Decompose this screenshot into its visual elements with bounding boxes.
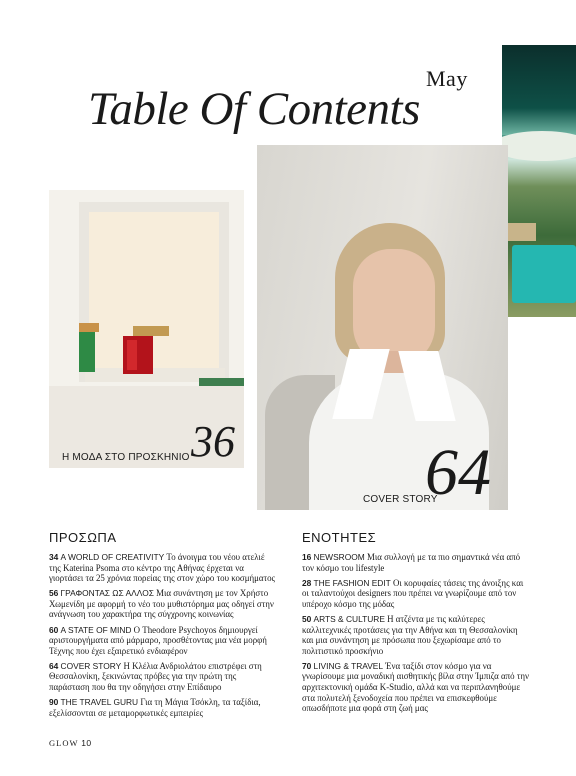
sections-column <box>302 530 530 718</box>
entry-page: 60 <box>49 624 59 635</box>
green-glass-object <box>79 332 95 372</box>
entry-text: Μια συλλογή με τα πιο σημαντικά νέα από τον κόσμο του lifestyle <box>302 552 521 573</box>
photo-green-strip <box>199 378 244 386</box>
toc-entry[interactable] <box>302 578 530 610</box>
entry-kicker: COVER STORY <box>60 660 122 671</box>
toc-entry[interactable] <box>49 661 277 693</box>
page-footer <box>49 738 92 748</box>
people-column <box>49 530 277 723</box>
photo-niche <box>79 202 229 382</box>
entry-text: Για τη Μάγια Τσόκλη, τα ταξίδια, εξελίσσονται σε μεταμορφωτικές εμπειρίες <box>49 697 261 718</box>
toc-entry[interactable] <box>49 552 277 584</box>
cover-story-caption: COVER STORY <box>363 494 438 505</box>
entry-page: 28 <box>302 577 312 588</box>
entry-page: 64 <box>49 660 59 671</box>
toc-entry[interactable] <box>49 697 277 718</box>
sea-area <box>502 45 576 135</box>
entry-kicker: THE FASHION EDIT <box>313 577 391 588</box>
entry-page: 56 <box>49 588 59 599</box>
fashion-feature-page-number: 36 <box>191 417 235 466</box>
fashion-feature-caption: Η ΜΟΔΑ ΣΤΟ ΠΡΟΣΚΗΝΙΟ <box>62 452 190 463</box>
entry-text: Το άνοιγμα του νέου ατελιέ της Katerina Psoma στο κέντρο της Αθήνας έρχεται να γιορτάσει τα 25 χρόνια πορείας της στον χώρο του κοσμήματος <box>49 552 276 584</box>
footer-page-number: 10 <box>81 738 92 748</box>
entry-text: Οι κορυφαίες τάσεις της άνοιξης και οι ταλαντούχοι designers που πρέπει να γνωρίζουμε από τον υπέροχο κόσμο της μόδας <box>302 577 524 609</box>
resort-aerial-photo <box>502 45 576 317</box>
entry-kicker: ARTS & CULTURE <box>313 613 385 624</box>
toc-entry[interactable] <box>302 661 530 714</box>
cover-story-page-number: 64 <box>425 436 491 509</box>
issue-month: May <box>426 66 468 91</box>
entry-page: 90 <box>49 697 59 708</box>
toc-entry[interactable] <box>302 614 530 656</box>
pool-area <box>512 245 576 303</box>
entry-kicker: LIVING & TRAVEL <box>313 660 384 671</box>
sections-heading: ΕΝΟΤΗΤΕΣ <box>302 530 377 545</box>
wooden-cap-small <box>79 323 99 332</box>
toc-entry[interactable] <box>49 625 277 657</box>
entry-kicker: ΓΡΑΦΟΝΤΑΣ ΩΣ ΑΛΛΟΣ <box>60 588 154 599</box>
red-glass-highlight <box>127 340 137 370</box>
entry-kicker: THE TRAVEL GURU <box>60 697 139 708</box>
entry-text: Η ατζέντα με τις καλύτερες καλλιτεχνικές προτάσεις για την Αθήνα και τη Θεσσαλονίκη και μια συνάντηση με πρόσωπα που ξεχωρίσαμε από το πολιτιστικό προσκήνιο <box>302 613 518 656</box>
entry-kicker: A STATE OF MIND <box>60 624 132 635</box>
people-heading: ΠΡΟΣΩΠΑ <box>49 530 117 545</box>
entry-text: Ένα ταξίδι στον κόσμο για να γνωρίσουμε μια μοναδική αισθητικής βίλα στην Ίμπιζα από την αρχιτεκτονική ομάδα K-Studio, αλλά και να περιπλανηθούμε στα πολυτελή ξενοδοχεία που πρέπει να επισκεφθούμε οπωσδήποτε μια φορά στη ζωή μας <box>302 660 530 714</box>
villa-roof <box>506 223 536 241</box>
entry-kicker: A WORLD OF CREATIVITY <box>60 552 165 562</box>
toc-entry[interactable] <box>49 588 277 620</box>
magazine-brand: GLOW <box>49 738 79 748</box>
entry-text: Μια συνάντηση με τον Χρήστο Χωμενίδη με αφορμή το νέο του μυθιστόρημα μας οδηγεί στην ανάγνωση του χαρακτήρα της σύγχρονης κοινωνίας <box>49 588 274 620</box>
entry-page: 34 <box>49 552 59 562</box>
entry-text: Η Κλέλια Ανδριολάτου επιστρέφει στη Θεσσαλονίκη, ξεκινώντας πρόβες για την πρώτη της παράσταση που θα την οδηγήσει στην Επίδαυρο <box>49 660 262 693</box>
entry-page: 16 <box>302 552 312 562</box>
entry-text: Ο Theodore Psychoyos δημιουργεί αριστουργήματα από μάρμαρο, προσθέτοντας μια νέα μορφή Τέχνης που έχει εξαιρετικό ενδιαφέρον <box>49 624 267 656</box>
toc-entry[interactable] <box>302 552 530 573</box>
beach-area <box>502 131 576 161</box>
page-title: Table Of Contents <box>88 83 420 135</box>
entry-kicker: NEWSROOM <box>313 552 365 562</box>
entry-page: 50 <box>302 613 312 624</box>
wooden-cap-large <box>133 326 169 336</box>
entry-page: 70 <box>302 660 312 671</box>
